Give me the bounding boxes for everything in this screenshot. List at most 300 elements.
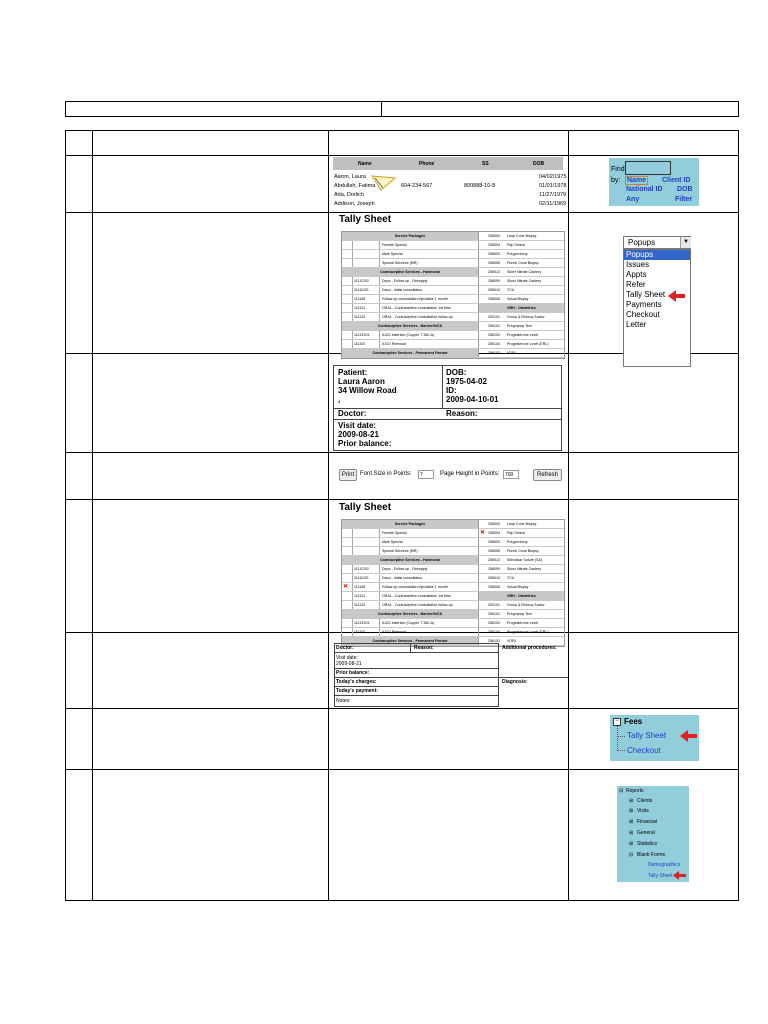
tally-sheet-title: Tally Sheet [339,214,392,225]
tally-section-header[interactable]: Contraceptive Services - Barrier/IUCD [342,322,479,330]
client-name: Ada, Dorlich [334,192,364,198]
doctor-label: Doctor: [338,409,367,418]
tally-description: Vulval Biopsy [507,297,529,301]
font-size-input[interactable]: 7 [418,470,434,479]
tally-row [342,322,564,331]
client-dob: 01/01/1978 [539,183,567,189]
tally-item[interactable] [342,619,479,627]
tally-description: Pregnancy Test [507,324,532,328]
tally-row [342,250,564,259]
tally-row [342,520,564,529]
red-arrow-icon [680,730,698,742]
prior-balance-label: Prior balance: [336,670,370,676]
tally-code: 256000 [488,234,500,238]
prior-balance-label: Prior balance: [338,439,392,448]
tally-section-header[interactable]: SRH - Obstetrics [479,304,564,312]
tally-item[interactable] [479,547,564,555]
tally-item[interactable] [342,241,479,249]
tally-description: Group & Rhesus Factor [507,315,545,319]
divider [442,366,443,408]
tally-item[interactable] [479,277,564,285]
blank-forms-node[interactable]: Blank Forms [637,852,666,858]
tally-code-cell [352,250,380,258]
tally-row [342,331,564,340]
tally-code: 256102 [488,621,500,625]
tally-code: 111156 [354,297,366,301]
print-bar [339,468,561,482]
tally-code: 11111202 [354,279,369,283]
tally-item[interactable] [479,529,564,537]
col-line [92,130,93,901]
col-line [328,130,329,901]
tally-description: Pregnancy Test [507,612,532,616]
popups-menu [623,236,693,368]
tally-description: TCA [507,288,515,292]
tally-code: 256103 [488,639,500,643]
tally-code: 252101 [488,315,500,319]
client-dob: 02/11/1969 [539,201,567,207]
client-search-list [333,157,567,210]
tally-code: 11111202 [354,567,369,571]
tally-item[interactable] [479,520,564,528]
tally-description: ORAL - Contraceptive consultation follow-up [382,603,453,607]
tally-description: Depo - Follow up - Resupply [382,279,428,283]
tally-item[interactable] [479,574,564,582]
tally-item[interactable] [479,268,564,276]
client-row[interactable] [333,199,567,209]
tally-code: 256101 [488,612,500,616]
popups-selected-value: Popups [628,238,656,247]
tally-code: 256004 [488,531,500,535]
tally-item[interactable] [342,601,479,609]
doctor-label: Doctor: [336,645,354,651]
tally-row [342,286,564,295]
tally-description: Silver Nitrate Cautery [507,270,542,274]
expand-icon[interactable]: ⊞ [629,798,634,804]
tally-row [342,610,564,619]
collapse-icon[interactable]: ⊟ [619,788,624,794]
red-arrow-icon [673,871,687,880]
tally-description: Shirodkar Suture (SA) [507,558,543,562]
tally-item[interactable] [342,313,479,321]
tally-item[interactable] [479,538,564,546]
patient-label: Patient: [338,368,368,377]
tally-row [342,592,564,601]
tally-code: 11131201 [354,333,370,337]
reason-label: Reason: [414,645,434,651]
tally-code: 256104 [488,630,500,634]
visit-date-label: Visit date: [336,655,358,661]
tally-code: 111301 [354,630,366,634]
tally-code: 256006 [488,261,500,265]
tally-item[interactable] [479,295,564,303]
tally-row [342,529,564,538]
tally-code: 111132 [354,315,366,319]
tally-row [342,547,564,556]
tally-item[interactable] [342,628,479,636]
general-node[interactable]: General [637,830,655,836]
client-name: Aaron, Laura [334,174,366,180]
row-line [65,452,739,453]
tally-code: 256010 [488,288,500,292]
filter-client-id-option[interactable]: Client ID [662,177,691,184]
divider [410,643,411,652]
font-size-label: Font Size in Points: [360,471,412,477]
tally-row [342,601,564,610]
popups-item[interactable]: Refer [626,280,646,289]
tally-description: IUCD Removal [382,342,406,346]
tally-code: 256005 [488,522,500,526]
tally-description: Special Services (MR) [382,549,418,553]
tally-section-header[interactable]: Service Packages [342,232,479,240]
tally-item[interactable] [479,565,564,573]
tally-item[interactable] [342,340,479,348]
tally-item[interactable] [479,286,564,294]
tally-item[interactable] [479,322,564,330]
tally-item[interactable] [479,619,564,627]
collapse-icon[interactable]: ⊟ [629,852,634,858]
tally-item[interactable] [342,565,479,573]
tally-code: 11111201 [354,288,369,292]
patient-dob: 1975-04-02 [446,377,487,386]
tree-line [617,726,619,751]
client-dob: 11/27/1979 [539,192,567,198]
tally-description: VDRL [507,351,517,355]
tally-description: Depo - Initial consultation [382,288,423,292]
tally-code: 256010 [488,576,500,580]
row-line [65,708,739,709]
filter-dob-option[interactable]: DOB [677,186,693,193]
dob-label: DOB: [446,368,467,377]
tally-row [342,619,564,628]
tally-code: 111156 [354,585,366,589]
tally-description: Silver Nitrate Cautery [507,567,542,571]
tally-sheet-marked-preview [337,502,565,643]
tally-description: Progesterone Level [507,333,539,337]
row-line [65,499,739,500]
tally-row [342,241,564,250]
tally-item[interactable] [479,241,564,249]
tally-row [342,565,564,574]
tally-item[interactable] [479,232,564,240]
filter-name-option[interactable]: Name [627,177,647,184]
tally-code: 256008 [488,585,500,589]
popups-item[interactable]: Issues [626,260,650,269]
tally-item[interactable] [342,286,479,294]
print-button[interactable]: Print [339,469,357,481]
tally-row [342,277,564,286]
divider [334,677,499,678]
tally-item[interactable] [479,331,564,339]
tally-sheet-grid [341,519,565,647]
header-row-right [381,101,739,117]
tally-item[interactable] [479,250,564,258]
tally-description: Male Special [382,540,403,544]
tally-item[interactable] [479,556,564,564]
client-search-header [333,157,563,170]
tree-line [617,750,625,752]
popups-item-tally-sheet[interactable]: Tally Sheet [626,290,666,299]
demographics-link[interactable]: Demographics [648,862,681,868]
tally-sheet-grid [341,231,565,359]
visit-date: 2009-08-21 [336,661,362,667]
refresh-button[interactable]: Refresh [533,469,562,481]
tally-row [342,583,564,592]
row-line [65,212,739,213]
col-ss: SS [482,161,489,167]
popups-item[interactable]: Letter [626,320,647,329]
tally-description: Pap Smear [507,243,525,247]
tally-description: Loop Cone Biopsy [507,522,537,526]
tally-description: Vulval Biopsy [507,585,529,589]
tally-sheet-preview [337,214,565,355]
financial-node[interactable]: Financial [637,819,658,825]
tally-code: 252101 [488,603,500,607]
tally-description: IUCD insertion (Copper T 380-A) [382,333,435,337]
col-dob: DOB [533,161,545,167]
page-height-label: Page Height in Points: [440,471,500,477]
tally-row [342,538,564,547]
visit-date-label: Visit date: [338,421,377,430]
tally-code: 256004 [488,243,500,247]
tally-code: 256103 [488,351,500,355]
find-input[interactable] [625,161,671,175]
tally-code-cell [352,547,380,555]
filter-national-id-option[interactable]: National ID [626,186,663,193]
tally-code: 256013 [488,270,500,274]
tally-description: Loop Cone Biopsy [507,234,537,238]
tally-row [342,340,564,349]
tally-item[interactable] [479,349,564,357]
tally-row [342,304,564,313]
tally-section-header[interactable]: Contraceptive Services - Hormonal [342,556,479,564]
tooltip-pointer-icon [371,174,397,192]
todays-charges-label: Today's charges: [336,679,377,685]
row-line [65,155,739,156]
tally-row [342,232,564,241]
clients-node[interactable]: Clients [637,798,653,804]
tally-item[interactable] [342,259,479,267]
tally-section-header[interactable]: SRH - Obstetrics [479,592,564,600]
collapse-icon[interactable]: − [613,718,621,726]
tally-code: 256104 [488,342,500,346]
col-line [568,130,569,901]
tally-sheet-link[interactable]: Tally Sheet [648,873,673,879]
tally-section-header[interactable]: Contraceptive Services - Hormonal [342,268,479,276]
tally-description: Polypectomy [507,540,528,544]
patient-id: 2009-04-10-01 [446,395,499,404]
divider [499,677,568,678]
tally-item[interactable] [342,583,479,591]
fees-node[interactable]: Fees [624,717,643,726]
divider [334,695,499,696]
popups-item[interactable]: Checkout [626,310,660,319]
tally-sheet-title: Tally Sheet [339,502,392,513]
reports-node[interactable]: Reports [626,788,644,794]
divider [334,419,561,420]
page-height-input[interactable]: 700 [503,470,519,479]
tally-row [342,295,564,304]
tally-code: 11131201 [354,621,370,625]
client-dob: 04/02/1975 [539,174,567,180]
tally-description: Female Special [382,531,407,535]
tally-code: 11111201 [354,576,369,580]
fees-tree [610,715,699,761]
tally-item[interactable] [342,331,479,339]
visit-form [334,643,568,707]
tally-description: Progesterone Level [507,621,539,625]
reports-tree [617,786,689,882]
tally-row [342,556,564,565]
tally-item[interactable] [479,340,564,348]
tally-description: Follow up consultation injectable 1 month [382,585,448,589]
find-panel [609,158,699,206]
checkout-link[interactable]: Checkout [627,746,661,755]
tally-section-header[interactable]: Contraceptive Services - Permanent Female [342,637,479,645]
popups-list [623,249,691,367]
patient-name: Laura Aaron [338,377,385,386]
additional-procedures-label: Additional procedures: [502,645,557,651]
tally-row [342,349,564,358]
tally-code-cell [352,529,380,537]
tally-item[interactable] [342,250,479,258]
tally-item[interactable] [342,547,479,555]
expand-icon[interactable]: ⊞ [629,819,634,825]
tally-code: 111132 [354,603,366,607]
tally-description: Group & Rhesus Factor [507,603,545,607]
tally-description: Depo - Follow up - Resupply [382,567,428,571]
tally-code: 256008 [488,297,500,301]
tally-code: 256009 [488,279,500,283]
tally-code: 256101 [488,324,500,328]
expand-icon[interactable]: ⊞ [629,830,634,836]
tally-code-cell [352,259,380,267]
tally-code: 256003 [488,540,500,544]
tally-item[interactable] [479,583,564,591]
diagnosis-label: Diagnosis: [502,679,528,685]
expand-icon[interactable]: ⊞ [629,841,634,847]
client-ss: 800888-10-8 [464,183,496,189]
statistics-node[interactable]: Statistics [637,841,658,847]
todays-payment-label: Today's payment: [336,688,378,694]
tally-section-header[interactable]: Service Packages [342,520,479,528]
id-label: ID: [446,386,457,395]
tally-item[interactable] [479,313,564,321]
visit-date: 2009-08-21 [338,430,379,439]
tally-item[interactable] [342,592,479,600]
red-arrow-icon [668,290,686,302]
tally-section-header[interactable]: Contraceptive Services - Barrier/IUCD [342,610,479,618]
tally-item[interactable] [342,538,479,546]
client-name: Abdullah, Fatima [334,183,376,189]
tally-description: Pap Smear [507,531,525,535]
tally-code: 256003 [488,252,500,256]
tally-description: Punch Cone Biopsy [507,549,539,553]
chevron-down-icon[interactable]: ▼ [680,237,691,248]
popups-item[interactable]: Payments [626,300,662,309]
tally-code: 256009 [488,567,500,571]
tally-description: IUCD Removal [382,630,406,634]
client-name: Addison, Joseph [334,201,375,207]
patient-header [333,365,562,451]
tally-code: 111301 [354,342,366,346]
tally-item[interactable] [342,304,479,312]
tally-description: ORAL - Contraceptive consultation follow-up [382,315,453,319]
tally-code-cell [352,241,380,249]
col-phone: Phone [419,161,435,167]
expand-icon[interactable]: ⊞ [629,808,634,814]
tally-item[interactable] [479,628,564,636]
tally-description: Female Special [382,243,407,247]
header-row-left [65,101,382,117]
tally-row [342,628,564,637]
tally-item[interactable] [479,601,564,609]
divider [334,686,499,687]
col-name: Name [358,161,372,167]
tally-description: Special Services (MR) [382,261,418,265]
divider [334,652,499,653]
visits-node[interactable]: Visits [637,808,649,814]
tally-description: Follow up consultation injectable 1 month [382,297,448,301]
tally-item[interactable] [342,574,479,582]
by-label: by: [611,177,621,184]
check-mark-icon: ✕ [480,530,486,536]
divider [334,668,499,669]
filter-any-option[interactable]: Any [626,196,640,203]
tally-item[interactable] [342,277,479,285]
tally-row [342,259,564,268]
check-mark-icon: ✕ [343,584,349,590]
reason-label: Reason: [446,409,478,418]
tally-item[interactable] [342,295,479,303]
tally-item[interactable] [479,259,564,267]
patient-address-city: , [338,395,341,404]
filter-button[interactable]: Filter [675,196,693,203]
tally-description: IUCD insertion (Copper T 380-A) [382,621,435,625]
tally-description: TCA [507,576,515,580]
tree-line [617,736,625,738]
tally-description: Silver Nitrate Cautery [507,279,542,283]
tally-description: VDRL [507,639,517,643]
tally-code: 111131 [354,306,366,310]
tally-code-cell [352,538,380,546]
tally-item[interactable] [479,610,564,618]
tally-description: Punch Cone Biopsy [507,261,539,265]
tally-code: 256006 [488,549,500,553]
tally-code: 256013 [488,558,500,562]
tally-sheet-link[interactable]: Tally Sheet [627,731,667,740]
notes-label: Notes: [336,698,351,704]
tally-section-header[interactable]: Contraceptive Services - Permanent Female [342,349,479,357]
patient-address: 34 Willow Road [338,386,397,395]
tally-row [342,313,564,322]
tally-description: Male Special [382,252,403,256]
client-phone: 604-234-567 [401,183,433,189]
popups-item[interactable]: Appts [626,270,647,279]
tally-description: Progesterone Level (ERL) [507,630,549,634]
popups-item[interactable]: Popups [624,250,690,260]
find-label: Find [611,166,625,173]
tally-item[interactable] [342,529,479,537]
row-line [65,769,739,770]
tally-code: 256102 [488,333,500,337]
popups-select[interactable] [623,236,691,249]
tally-code: 111131 [354,594,366,598]
tally-description: ORAL - Contraceptive consultation 1st time [382,594,451,598]
tally-row [342,268,564,277]
tally-description: Progesterone Level (ERL) [507,342,549,346]
tally-description: Polypectomy [507,252,528,256]
